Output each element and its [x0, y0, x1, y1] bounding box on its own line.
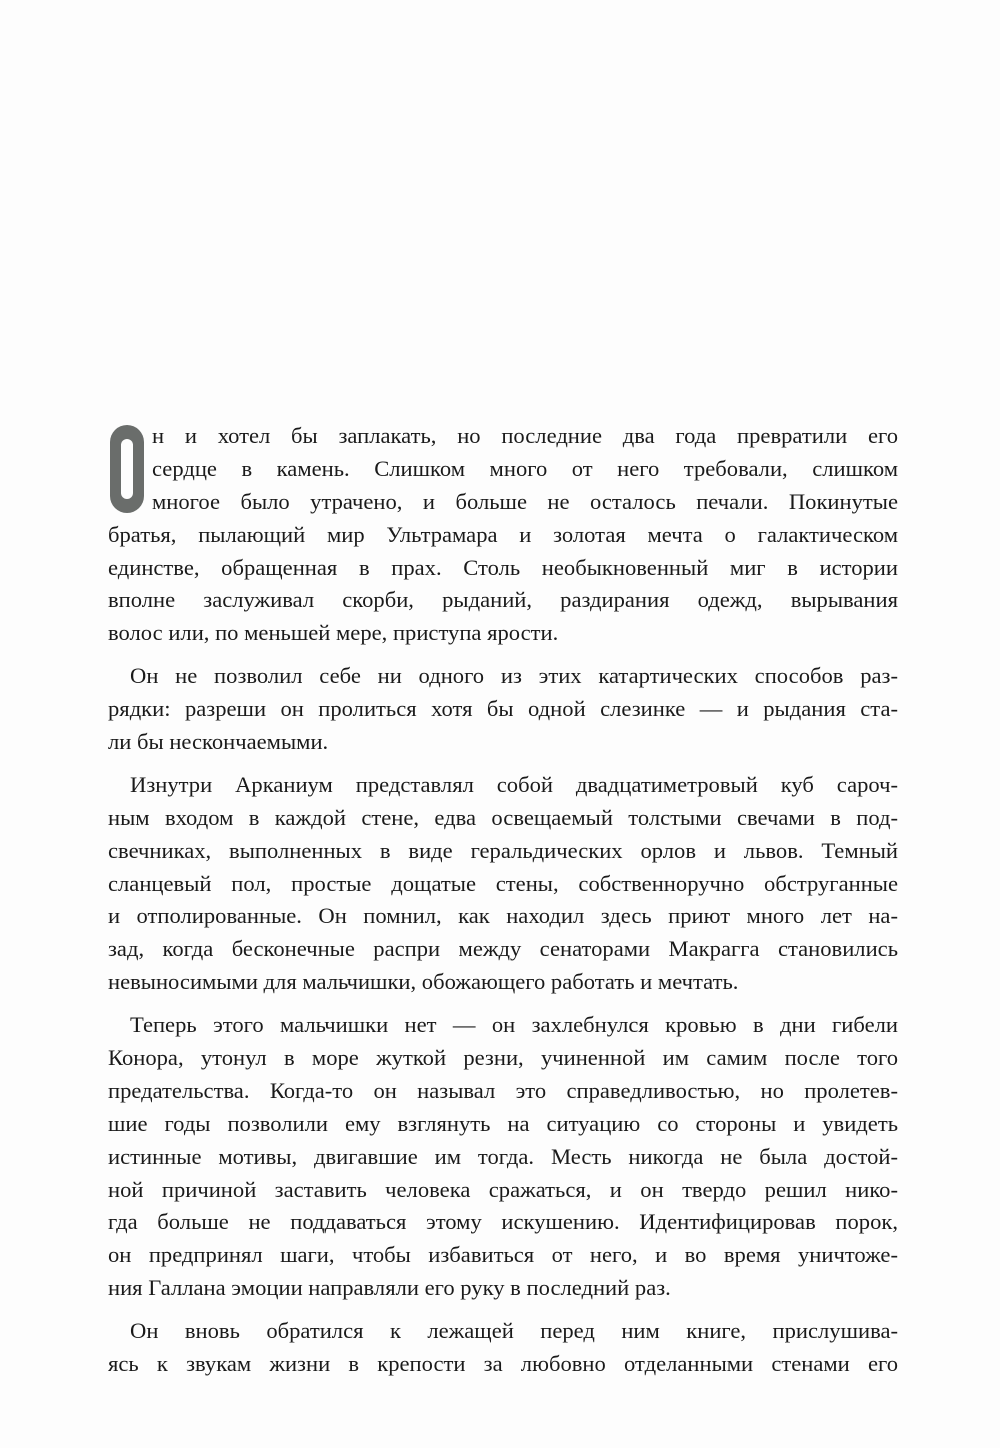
text-line: зад, когда бесконечные распри между сенаторами Макрагга становились	[108, 936, 898, 962]
text-line: свечниках, выполненных в виде геральдических орлов и львов. Темный	[108, 837, 898, 863]
text-line: единстве, обращенная в прах. Столь необыкновенный миг в истории	[108, 554, 898, 580]
text-line: ли бы нескончаемыми.	[108, 729, 329, 755]
paragraph-1	[108, 420, 898, 650]
text-line: Он вновь обратился к лежащей перед ним книге, прислушива-	[130, 1318, 898, 1344]
text-line: гда больше не поддаваться этому искушению. Идентифицировав порок,	[108, 1209, 898, 1235]
paragraph-3	[108, 769, 898, 999]
body-text	[108, 420, 898, 1381]
text-line: ной причиной заставить человека сражаться, и он твердо решил нико-	[108, 1176, 898, 1202]
text-line: Конора, утонул в море жуткой резни, учиненной им самим после того	[108, 1045, 898, 1071]
text-line: рядки: разреши он пролиться хотя бы одной слезинке — и рыдания ста-	[108, 696, 898, 722]
text-line: многое было утрачено, и больше не осталось печали. Покинутые	[152, 488, 898, 514]
text-line: вполне заслуживал скорби, рыданий, раздирания одежд, вырывания	[108, 587, 898, 613]
text-line: ным входом в каждой стене, едва освещаемый толстыми свечами в под-	[108, 804, 898, 830]
text-line: сланцевый пол, простые дощатые стены, собственноручно обструганные	[108, 870, 898, 896]
text-line: невыносимыми для мальчишки, обожающего работать и мечтать.	[108, 969, 739, 995]
text-line: шие годы позволили ему взглянуть на ситуацию со стороны и увидеть	[108, 1110, 898, 1136]
text-line: братья, пылающий мир Ультрамара и золотая мечта о галактическом	[108, 521, 898, 547]
text-line: Изнутри Арканиум представлял собой двадцатиметровый куб сароч-	[130, 771, 898, 797]
text-line: ния Галлана эмоции направляли его руку в последний раз.	[108, 1275, 671, 1301]
text-line: н и хотел бы заплакать, но последние два года превратили его	[152, 423, 898, 448]
paragraph-5	[108, 1315, 898, 1381]
paragraph-4	[108, 1009, 898, 1305]
text-line: он предпринял шаги, чтобы избавиться от него, и во время уничтоже-	[108, 1242, 898, 1268]
text-line: волос или, по меньшей мере, приступа ярости.	[108, 620, 559, 646]
text-line: предательства. Когда-то он называл это справедливостью, но пролетев-	[108, 1077, 898, 1103]
text-line: и отполированные. Он помнил, как находил здесь приют много лет на-	[108, 903, 898, 929]
text-line: истинные мотивы, двигавшие им тогда. Месть никогда не была достой-	[108, 1143, 898, 1169]
text-line: Теперь этого мальчишки нет — он захлебнулся кровью в дни гибели	[130, 1012, 898, 1038]
text-line: ясь к звукам жизни в крепости за любовно отделанными стенами его	[108, 1351, 898, 1377]
text-line: сердце в камень. Слишком много от него требовали, слишком	[152, 455, 898, 481]
text-line: Он не позволил себе ни одного из этих катартических способов раз-	[130, 663, 898, 689]
paragraph-2	[108, 660, 898, 759]
